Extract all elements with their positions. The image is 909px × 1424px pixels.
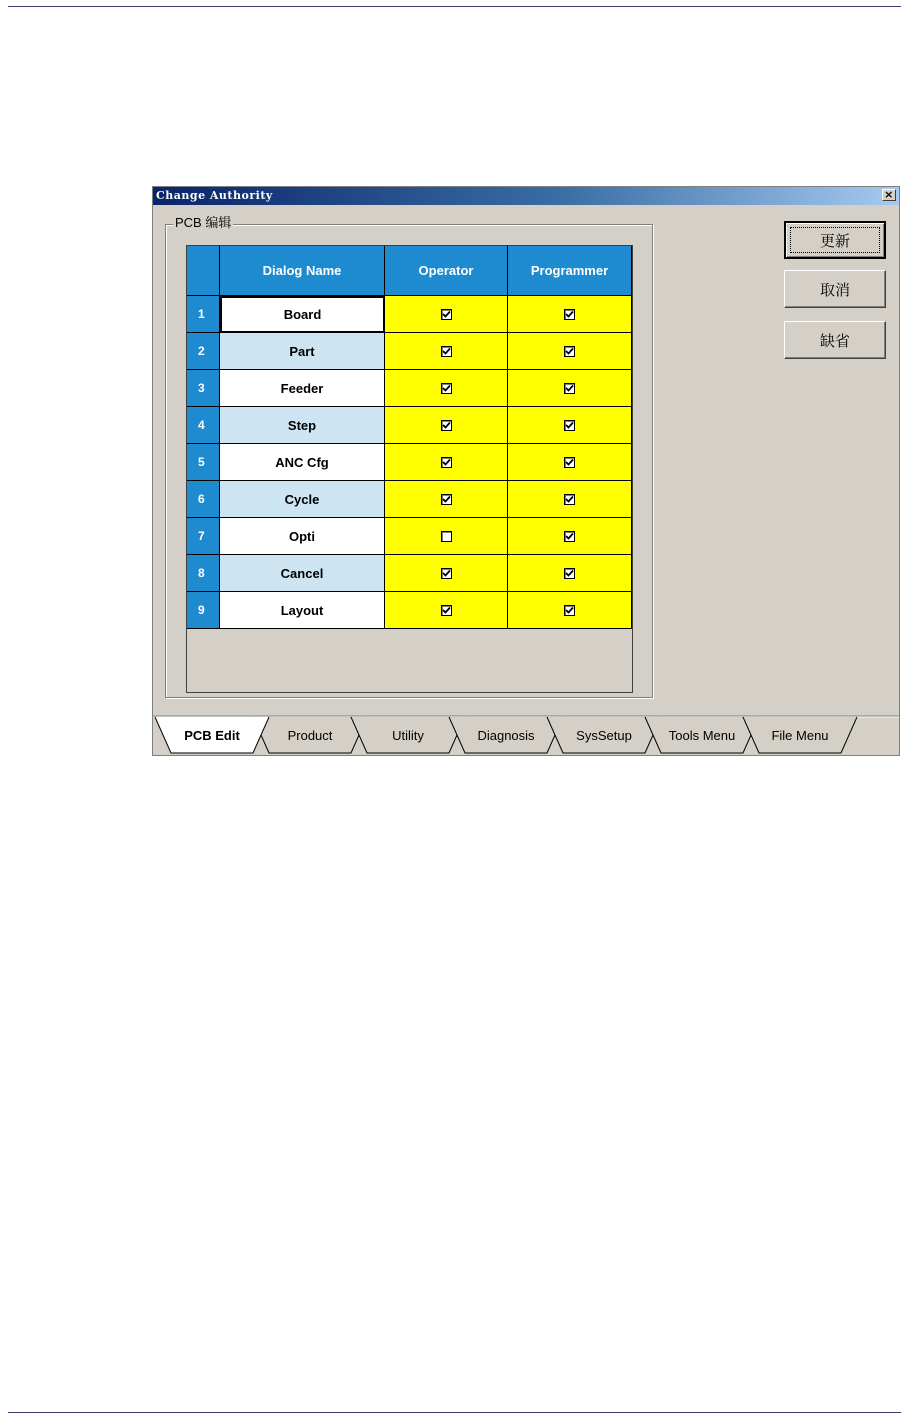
tab-product[interactable] — [253, 717, 367, 753]
check-mark-icon — [442, 421, 451, 430]
row-number-cell[interactable]: 9 — [187, 592, 220, 629]
tab-label: Diagnosis — [477, 728, 535, 743]
table-row[interactable] — [187, 481, 632, 518]
check-mark-icon — [442, 384, 451, 393]
table-row[interactable] — [187, 407, 632, 444]
programmer-cell[interactable] — [508, 518, 632, 555]
row-number-cell[interactable]: 2 — [187, 333, 220, 370]
check-mark-icon — [565, 458, 574, 467]
tab-tools-menu[interactable] — [645, 717, 759, 753]
dialog-name-cell[interactable]: Opti — [220, 518, 385, 555]
row-number-cell[interactable]: 3 — [187, 370, 220, 407]
change-authority-dialog — [152, 186, 900, 756]
check-mark-icon — [565, 347, 574, 356]
operator-checkbox[interactable] — [441, 309, 452, 320]
programmer-cell[interactable] — [508, 555, 632, 592]
dialog-name-cell[interactable]: Feeder — [220, 370, 385, 407]
tab-pcb-edit[interactable] — [155, 717, 269, 753]
operator-cell[interactable] — [385, 592, 508, 629]
row-number-cell[interactable]: 7 — [187, 518, 220, 555]
operator-cell[interactable] — [385, 296, 508, 333]
tab-label: SysSetup — [576, 728, 632, 743]
table-row[interactable] — [187, 296, 632, 333]
programmer-cell[interactable] — [508, 481, 632, 518]
tab-utility[interactable] — [351, 717, 465, 753]
update-button-label: 更新 — [819, 231, 850, 250]
operator-cell[interactable] — [385, 555, 508, 592]
programmer-cell[interactable] — [508, 370, 632, 407]
focus-rect — [790, 227, 880, 253]
row-number-cell[interactable]: 6 — [187, 481, 220, 518]
close-icon: × — [884, 188, 894, 201]
table-row[interactable] — [187, 518, 632, 555]
operator-checkbox[interactable] — [441, 568, 452, 579]
programmer-checkbox[interactable] — [564, 346, 575, 357]
check-mark-icon — [442, 495, 451, 504]
operator-checkbox[interactable] — [441, 420, 452, 431]
operator-checkbox[interactable] — [441, 457, 452, 468]
check-mark-icon — [442, 569, 451, 578]
row-number-cell[interactable]: 5 — [187, 444, 220, 481]
row-number-cell[interactable]: 4 — [187, 407, 220, 444]
operator-cell[interactable] — [385, 481, 508, 518]
dialog-title: Change Authority — [156, 189, 273, 202]
operator-cell[interactable] — [385, 444, 508, 481]
check-mark-icon — [565, 495, 574, 504]
header-programmer[interactable]: Programmer — [508, 246, 632, 296]
programmer-checkbox[interactable] — [564, 605, 575, 616]
dialog-name-cell[interactable]: ANC Cfg — [220, 444, 385, 481]
tab-label: File Menu — [771, 728, 829, 743]
programmer-checkbox[interactable] — [564, 568, 575, 579]
table-row[interactable] — [187, 370, 632, 407]
table-row[interactable] — [187, 444, 632, 481]
authority-grid[interactable] — [186, 245, 633, 693]
check-mark-icon — [565, 384, 574, 393]
table-row[interactable] — [187, 592, 632, 629]
check-mark-icon — [565, 310, 574, 319]
cancel-button[interactable] — [784, 270, 886, 308]
tab-syssetup[interactable] — [547, 717, 661, 753]
default-button-label: 缺省 — [819, 331, 850, 350]
header-operator[interactable]: Operator — [385, 246, 508, 296]
operator-checkbox[interactable] — [441, 346, 452, 357]
close-button[interactable] — [882, 189, 896, 201]
dialog-name-cell[interactable]: Cycle — [220, 481, 385, 518]
row-number-cell[interactable]: 8 — [187, 555, 220, 592]
tab-label: PCB Edit — [184, 728, 240, 743]
programmer-cell[interactable] — [508, 444, 632, 481]
update-button[interactable] — [784, 221, 886, 259]
groupbox-label: PCB 编辑 — [175, 215, 232, 230]
check-mark-icon — [565, 532, 574, 541]
header-row-number — [187, 246, 220, 296]
operator-cell[interactable] — [385, 518, 508, 555]
page-top-rule — [8, 6, 901, 7]
dialog-name-cell[interactable]: Layout — [220, 592, 385, 629]
grid-header-row — [187, 246, 632, 296]
programmer-cell[interactable] — [508, 592, 632, 629]
header-dialog-name[interactable]: Dialog Name — [220, 246, 385, 296]
programmer-checkbox[interactable] — [564, 531, 575, 542]
row-number-cell[interactable]: 1 — [187, 296, 220, 333]
table-row[interactable] — [187, 555, 632, 592]
dialog-name-cell[interactable]: Cancel — [220, 555, 385, 592]
programmer-cell[interactable] — [508, 333, 632, 370]
operator-checkbox[interactable] — [441, 531, 452, 542]
programmer-cell[interactable] — [508, 296, 632, 333]
check-mark-icon — [565, 421, 574, 430]
check-mark-icon — [442, 458, 451, 467]
tab-label: Tools Menu — [668, 728, 736, 743]
default-button[interactable] — [784, 321, 886, 359]
programmer-checkbox[interactable] — [564, 457, 575, 468]
programmer-checkbox[interactable] — [564, 420, 575, 431]
operator-cell[interactable] — [385, 370, 508, 407]
programmer-cell[interactable] — [508, 407, 632, 444]
programmer-checkbox[interactable] — [564, 494, 575, 505]
tab-diagnosis[interactable] — [449, 717, 563, 753]
check-mark-icon — [442, 347, 451, 356]
check-mark-icon — [442, 606, 451, 615]
check-mark-icon — [565, 569, 574, 578]
operator-checkbox[interactable] — [441, 494, 452, 505]
operator-cell[interactable] — [385, 407, 508, 444]
tab-label: Product — [287, 728, 333, 743]
dialog-name-cell[interactable]: Step — [220, 407, 385, 444]
tab-strip — [153, 715, 899, 755]
tab-file-menu[interactable] — [743, 717, 857, 753]
dialog-name-cell[interactable]: Board — [220, 296, 385, 333]
cancel-button-label: 取消 — [819, 280, 850, 299]
check-mark-icon — [565, 606, 574, 615]
dialog-name-cell[interactable]: Part — [220, 333, 385, 370]
operator-checkbox[interactable] — [441, 383, 452, 394]
tab-label: Utility — [392, 728, 424, 743]
page-bottom-rule — [8, 1412, 901, 1413]
operator-cell[interactable] — [385, 333, 508, 370]
check-mark-icon — [442, 310, 451, 319]
programmer-checkbox[interactable] — [564, 383, 575, 394]
dialog-titlebar[interactable] — [153, 187, 899, 205]
table-row[interactable] — [187, 333, 632, 370]
programmer-checkbox[interactable] — [564, 309, 575, 320]
operator-checkbox[interactable] — [441, 605, 452, 616]
